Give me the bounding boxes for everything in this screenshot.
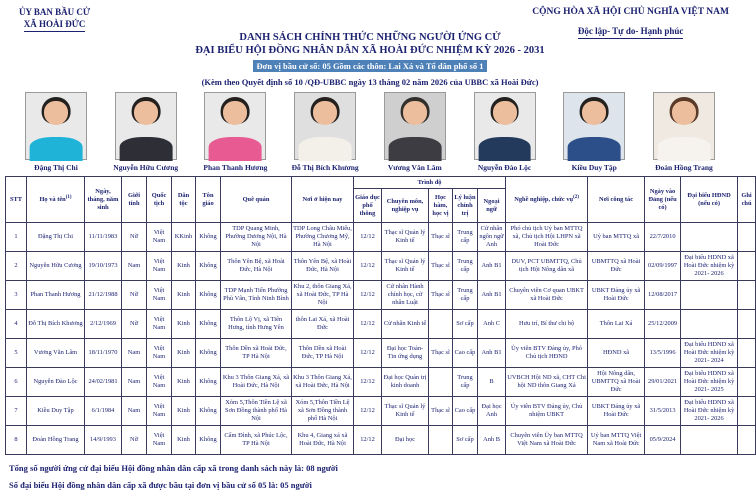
table-cell: Phan Thanh Hương [27,281,85,310]
issuing-org-block [19,6,90,32]
table-cell [738,223,756,252]
table-cell: 12/12 [354,281,382,310]
table-cell: Kinh [172,252,196,281]
avatar-face [672,101,696,125]
col-header-nationality: Quốc tịch [147,177,172,223]
table-cell: Kinh [172,426,196,455]
table-cell: Trung cấp [453,223,478,252]
candidate-photo [563,92,625,160]
table-cell: Thạc sĩ [429,223,453,252]
table-cell: 2 [6,252,27,281]
table-cell: Khu 2, thôn Giang Xá, xã Hoài Đức, TP Hà Nội [292,281,354,310]
col-header-gender: Giới tính [122,177,147,223]
avatar-face [493,101,517,125]
table-cell [429,310,453,339]
avatar-clothing [30,137,83,161]
table-cell: Chuyên viên Cơ quan UBKT xã Hoài Đức [506,281,588,310]
table-cell [738,339,756,368]
table-cell [681,426,738,455]
table-cell: Uỷ ban MTTQ xã [588,223,645,252]
org-name-line2: XÃ HOÀI ĐỨC [24,18,86,32]
col-header-hometown: Quê quán [221,177,292,223]
table-cell: Nam [122,368,147,397]
candidate-photo [384,92,446,160]
footer-total-candidates: Tổng số người ứng cử đại biểu Hội đồng nhân dân cấp xã trong danh sách này là: 08 người [9,463,338,474]
table-cell: 31/5/2013 [645,397,681,426]
col-header-dob: Ngày, tháng, năm sinh [85,177,122,223]
table-cell: Không [196,368,221,397]
table-header [6,177,756,223]
table-cell: 12/12 [354,397,382,426]
decision-reference-line: (Kèm theo Quyết định số 10 /QĐ-UBBC ngày 13 tháng 02 năm 2026 của UBBC xã Hoài Đức) [201,77,539,88]
candidate-name: Nguyễn Đào Lộc [477,163,532,173]
table-cell: Việt Nam [147,281,172,310]
table-cell: Đại học Quản trị kinh doanh [382,368,429,397]
table-cell: Nam [122,397,147,426]
table-cell: Việt Nam [147,426,172,455]
table-cell: Không [196,426,221,455]
table-cell: Thạc sĩ Quản lý Kinh tế [382,397,429,426]
table-cell: Việt Nam [147,339,172,368]
table-cell: 6/1/1984 [85,397,122,426]
table-cell: Ủy viên BTV Đảng ủy, Chủ nhiệm UBKT [506,397,588,426]
candidate-card [466,92,544,172]
table-cell: 3 [6,281,27,310]
table-cell: Trung cấp [453,368,478,397]
table-cell: Thạc sĩ [429,397,453,426]
candidate-name: Nguyễn Hữu Cương [113,163,179,173]
table-row [6,426,756,455]
col-header-ethnicity: Dân tộc [172,177,196,223]
table-cell: Anh C [478,310,506,339]
col-header-delegate: Đại biểu HĐND (nếu có) [681,177,738,223]
avatar-clothing [209,137,262,161]
table-cell: UVBCH Hội ND xã, CHT Chi hội ND thôn Giang Xá [506,368,588,397]
table-cell: 12/12 [354,426,382,455]
table-cell: Việt Nam [147,397,172,426]
table-cell: 12/08/2017 [645,281,681,310]
table-cell: Thôn Yên Bệ, xã Hoài Đức, Hà Nội [292,252,354,281]
table-cell: Nam [122,339,147,368]
table-cell: 11/11/1983 [85,223,122,252]
candidate-photo [474,92,536,160]
document-titles [5,32,735,87]
col-header-workplace: Nơi công tác [588,177,645,223]
table-cell [429,426,453,455]
table-cell: Trung cấp [453,252,478,281]
table-cell: Nữ [122,426,147,455]
table-cell: TDP Long Châu Miếu, Phường Chương Mỹ, Hà Nội [292,223,354,252]
table-cell: Khu 3 Thôn Giang Xá, xã Hoài Đức, Hà Nội [221,368,292,397]
table-cell: Cử nhân Hành chính học, cử nhân Luật [382,281,429,310]
candidate-card [286,92,364,172]
national-motto-block [532,6,729,40]
table-row [6,310,756,339]
table-cell: UBKT Đảng ủy xã Hoài Đức [588,281,645,310]
org-name-line1: ỦY BAN BẦU CỬ [19,7,91,17]
table-cell [738,281,756,310]
avatar-clothing [388,137,441,161]
table-cell: Anh B [478,426,506,455]
col-header-professional: Chuyên môn, nghiệp vụ [382,189,429,223]
table-cell: Kinh [172,310,196,339]
table-cell: Vương Văn Lâm [27,339,85,368]
table-cell: Cử nhân Kinh tế [382,310,429,339]
table-cell: Đại biểu HDND xã Hoài Đức nhiệm kỳ 2021- 2024 [681,339,738,368]
table-cell: Anh B1 [478,339,506,368]
table-cell [738,252,756,281]
table-cell: Chuyên viên Ủy ban MTTQ Việt Nam xã Hoài Đức [506,426,588,455]
table-cell: Cử nhân ngôn ngữ Anh [478,223,506,252]
document-footer [5,460,735,492]
table-cell: Nữ [122,223,147,252]
table-cell: Thôn Dền xã Hoài Đức, TP Hà Nội [292,339,354,368]
table-cell: Không [196,310,221,339]
candidate-name: Đặng Thị Chi [34,163,78,173]
table-cell: TDP Mạnh Tiến Phường Phù Vân, Tỉnh Ninh Bình [221,281,292,310]
table-cell: Việt Nam [147,252,172,281]
table-cell [738,426,756,455]
candidate-name: Vương Văn Lâm [387,163,442,173]
table-cell: Trung cấp [453,281,478,310]
table-cell: 8 [6,426,27,455]
table-cell: Hội Nông dân, UBMTTQ xã Hoài Đức [588,368,645,397]
avatar-face [313,101,337,125]
avatar-clothing [658,137,711,161]
table-cell: 18/11/1970 [85,339,122,368]
table-cell: Thôn Dền xã Hoài Đức, TP Hà Nội [221,339,292,368]
table-cell: Hưu trí, Bí thư chi bộ [506,310,588,339]
col-header-edu: Giáo dục phổ thông [354,189,382,223]
table-cell: TDP Quang Minh, Phường Dương Nội, Hà Nội [221,223,292,252]
avatar-face [223,101,247,125]
table-cell: Thạc sĩ Quản lý Kinh tế [382,252,429,281]
table-cell: Cẩm Đình, xã Phúc Lộc, TP Hà Nội [221,426,292,455]
table-cell: Sơ cấp [453,426,478,455]
avatar-clothing [478,137,531,161]
table-cell [738,368,756,397]
table-cell: 12/12 [354,252,382,281]
table-cell: Không [196,397,221,426]
table-cell: Đoàn Hồng Trang [27,426,85,455]
table-cell: Không [196,223,221,252]
table-cell: 12/12 [354,368,382,397]
table-cell: 02/09/1997 [645,252,681,281]
table-cell: Việt Nam [147,310,172,339]
table-cell: Phó chủ tịch Uỷ ban MTTQ xã, Chủ tịch Hội LHPN xã Hoài Đức [506,223,588,252]
table-cell [681,223,738,252]
table-cell: 7 [6,397,27,426]
candidate-card [376,92,454,172]
table-cell: Thạc sĩ [429,281,453,310]
table-cell: 25/12/2009 [645,310,681,339]
table-cell [681,281,738,310]
table-cell: 24/02/1981 [85,368,122,397]
table-cell [738,397,756,426]
table-cell: Khu 4, Giang xá xã Hoài Đức, Hà Nội [292,426,354,455]
table-cell: Kinh [172,397,196,426]
table-cell [429,368,453,397]
table-cell: Đặng Thị Chi [27,223,85,252]
table-cell: KKinh [172,223,196,252]
candidate-name: Kiều Duy Tập [571,163,617,173]
avatar-face [403,101,427,125]
table-cell: Đại học Toán- Tin ứng dụng [382,339,429,368]
table-cell: Không [196,252,221,281]
col-header-stt: STT [6,177,27,223]
table-row [6,252,756,281]
candidate-photo [115,92,177,160]
table-cell: Đại biểu HDND xã Hoài Đức nhiệm kỳ 2021- 2025 [681,368,738,397]
table-cell: 12/12 [354,223,382,252]
candidate-card [555,92,633,172]
footer-seats-elected: Số đại biểu Hội đồng nhân dân cấp xã được bầu tại đơn vị bầu cử số 05 là: 05 người [9,479,312,490]
table-cell: 12/12 [354,310,382,339]
avatar-clothing [568,137,621,161]
table-cell: 13/5/1996 [645,339,681,368]
table-cell: 29/01/2021 [645,368,681,397]
table-cell: Không [196,281,221,310]
table-cell: UBKT Đảng ủy xã Hoài Đức [588,397,645,426]
col-header-religion: Tôn giáo [196,177,221,223]
table-cell: Sơ cấp [453,310,478,339]
candidate-table [5,176,756,455]
table-cell: UBMTTQ xã Hoài Đức [588,252,645,281]
table-cell: Đại học [382,426,429,455]
avatar-face [582,101,606,125]
col-header-note: Ghi chú [738,177,756,223]
table-cell: Kinh [172,281,196,310]
candidate-card [645,92,723,172]
table-cell: 19/10/1973 [85,252,122,281]
avatar-clothing [119,137,172,161]
table-cell: 1 [6,223,27,252]
table-cell: Xóm 5,Thôn Tiền Lệ xã Sơn Đồng thành phố Hà Nội [221,397,292,426]
table-cell: 05/9/2024 [645,426,681,455]
col-header-name: Họ và tên$^{(1)}$ [27,177,85,223]
candidate-table-body [6,223,756,455]
candidate-name: Phan Thanh Hương [203,163,268,173]
avatar-face [134,101,158,125]
election-unit-highlight: Đơn vị bầu cử số: 05 Gồm các thôn: Lai Xá và Tổ dân phố số 1 [253,60,488,72]
table-cell: 6 [6,368,27,397]
table-cell: Anh B1 [478,281,506,310]
table-cell: Việt Nam [147,223,172,252]
col-header-politics: Lý luận chính trị [453,189,478,223]
candidate-card [107,92,185,172]
table-cell: Cao cấp [453,397,478,426]
table-cell: Đỗ Thị Bích Khương [27,310,85,339]
table-row [6,339,756,368]
table-cell: thôn Lai Xá, xã Hoài Đức [292,310,354,339]
candidate-photo [204,92,266,160]
table-cell: Cao cấp [453,339,478,368]
col-header-occupation: Nghề nghiệp, chức vụ$^{(2)}$ [506,177,588,223]
table-cell: Khu 3 Thôn Giang Xá, xã Hoài Đức, Hà Nội [292,368,354,397]
table-cell: Đại biểu HDND xã Hoài Đức nhiệm kỳ 2021- 2026 [681,397,738,426]
table-cell: Thạc sĩ [429,252,453,281]
table-cell: 2/12/1969 [85,310,122,339]
table-cell: 5 [6,339,27,368]
col-header-degree: Học hàm, học vị [429,189,453,223]
candidate-name: Đoàn Hồng Trang [655,163,713,173]
table-cell: Nữ [122,310,147,339]
table-row [6,223,756,252]
table-cell: 12/12 [354,339,382,368]
candidate-card [17,92,95,172]
candidate-photo [653,92,715,160]
table-cell: Thôn Lộ Vị, xã Tiên Hưng, tỉnh Hưng Yên [221,310,292,339]
table-cell: Kiều Duy Tập [27,397,85,426]
candidate-photo [294,92,356,160]
table-cell: Ủy viên BTV Đảng ủy, Phó Chủ tịch HĐND [506,339,588,368]
table-cell: Uỷ ban MTTQ Việt Nam xã Hoài Đức [588,426,645,455]
table-cell: Nguyễn Đào Lộc [27,368,85,397]
table-cell: DUV, PCT UBMTTQ, Chủ tịch Hội Nông dân xã [506,252,588,281]
table-cell: 4 [6,310,27,339]
table-cell: Nữ [122,281,147,310]
table-cell: Thạc sĩ [429,339,453,368]
table-cell: Việt Nam [147,368,172,397]
document-title-line2: ĐẠI BIỂU HỘI ĐỒNG NHÂN DÂN XÃ HOÀI ĐỨC NHIỆM KỲ 2026 - 2031 [195,45,545,57]
table-row [6,368,756,397]
candidate-name: Đỗ Thị Bích Khương [291,163,359,173]
table-cell: Thạc sĩ Quản lý Kinh tế [382,223,429,252]
motto-line: Độc lập- Tự do- Hạnh phúc [578,25,684,39]
table-cell: Kinh [172,368,196,397]
table-cell: Nam [122,252,147,281]
table-cell: Xóm 5,Thôn Tiền Lệ xã Sơn Đồng thành phố Hà Nội [292,397,354,426]
table-cell: 14/9/1993 [85,426,122,455]
document-title-line1: DANH SÁCH CHÍNH THỨC NHỮNG NGƯỜI ỨNG CỬ [239,32,501,44]
col-header-residence: Nơi ở hiện nay [292,177,354,223]
table-cell: Thôn Yên Bệ, xã Hoài Đức, Hà Nội [221,252,292,281]
table-cell: 22/7/2010 [645,223,681,252]
table-cell: Không [196,339,221,368]
table-cell: HĐND xã [588,339,645,368]
candidate-card [196,92,274,172]
candidate-photo [25,92,87,160]
table-row [6,281,756,310]
table-cell: Nguyễn Hữu Cương [27,252,85,281]
col-header-party-date: Ngày vào Đảng (nếu có) [645,177,681,223]
table-cell: 21/12/1988 [85,281,122,310]
table-cell: B [478,368,506,397]
photo-strip [5,87,735,172]
avatar-clothing [299,137,352,161]
table-cell [738,310,756,339]
table-cell: Đại biểu HDND xã Hoài Đức nhiệm kỳ 2021- 2026 [681,252,738,281]
table-row [6,397,756,426]
table-cell [681,310,738,339]
col-header-language: Ngoại ngữ [478,189,506,223]
table-cell: Đại học Anh [478,397,506,426]
table-cell: Thôn Lai Xá [588,310,645,339]
col-header-level-group: Trình độ [354,177,506,189]
avatar-face [44,101,68,125]
country-title: CỘNG HÒA XÃ HỘI CHỦ NGHĨA VIỆT NAM [532,7,729,17]
table-cell: Anh B1 [478,252,506,281]
table-cell: Kinh [172,339,196,368]
